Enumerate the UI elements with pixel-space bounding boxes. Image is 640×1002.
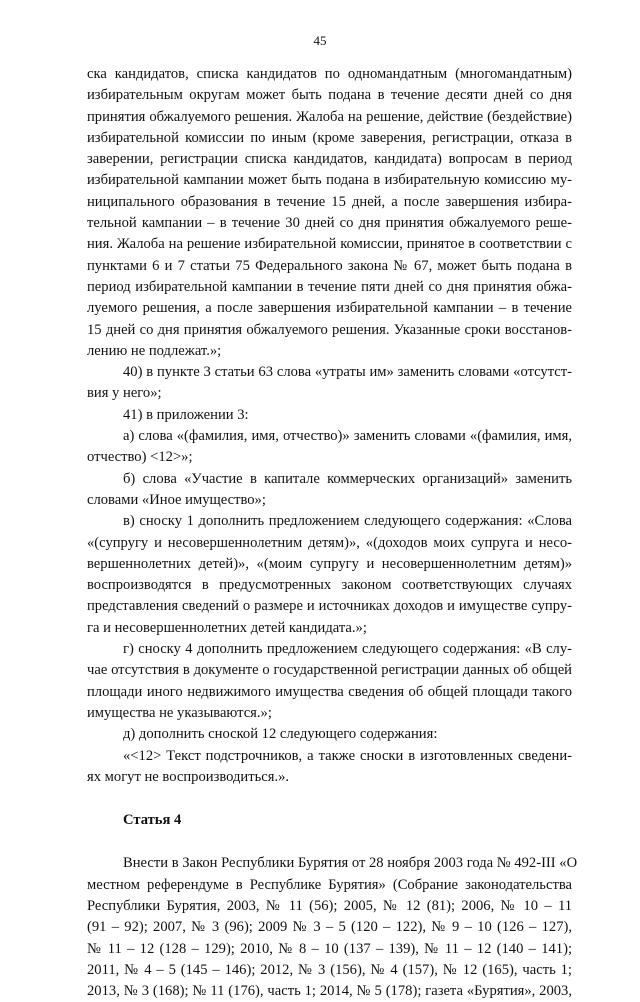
text-line: имущества не указываются.»; xyxy=(87,704,272,721)
text-line: ска кандидатов, списка кандидатов по одномандатным (многомандатным) xyxy=(87,66,572,82)
text-line: словами «Иное имущество»; xyxy=(87,491,266,508)
text-line: представления сведений о размере и источниках доходов и имуществе супру- xyxy=(87,598,572,615)
text-line: заверении, регистрации списка кандидатов, кандидата) вопросам в период xyxy=(87,151,572,168)
text-line: г) сноску 4 дополнить предложением следующего содержания: «В слу- xyxy=(123,641,572,658)
text-line: принятия обжалуемого решения. Жалоба на решение, действие (бездействие) xyxy=(87,108,572,125)
text-line: лению не подлежат.»; xyxy=(87,342,222,359)
text-line: «<12> Текст подстрочников, а также сноски в изготовленных сведени- xyxy=(123,747,572,764)
text-line: 2011, № 4 – 5 (145 – 146); 2012, № 3 (156), № 4 (157), № 12 (165), часть 1; xyxy=(87,961,572,978)
article-heading: Статья 4 xyxy=(123,812,182,829)
text-line: чае отсутствия в документе о государственной регистрации данных об общей xyxy=(87,662,572,679)
text-line: 15 дней со дня принятия обжалуемого решения. Указанные сроки восстанов- xyxy=(87,321,572,338)
text-line: д) дополнить сноской 12 следующего содержания: xyxy=(123,726,438,743)
text-line: избирательным округам может быть подана в течение десяти дней со дня xyxy=(87,87,572,104)
text-line: «(супругу и несовершеннолетним детям)», «(доходов моих супруга и несо- xyxy=(87,534,572,551)
text-line: № 11 – 12 (128 – 129); 2010, № 8 – 10 (137 – 139), № 11 – 12 (140 – 141); xyxy=(87,940,572,957)
amendments-text xyxy=(87,64,572,788)
text-line: вия у него»; xyxy=(87,385,162,402)
text-line: а) слова «(фамилия, имя, отчество)» заменить словами «(фамилия, имя, xyxy=(123,428,572,445)
text-line: га и несовершеннолетних детей кандидата.»; xyxy=(87,619,367,636)
text-line: 40) в пункте 3 статьи 63 слова «утраты им» заменить словами «отсутст- xyxy=(123,364,572,381)
text-line: Внести в Закон Республики Бурятия от 28 ноября 2003 года № 492-III «О xyxy=(123,855,578,872)
text-line: избирательной комиссии по иным (кроме заверения, регистрации, отказа в xyxy=(87,129,572,146)
text-line: вершеннолетних детей)», «(моим супругу и несовершеннолетним детям)» xyxy=(87,555,572,572)
text-line: избирательной кампании может быть подана в избирательную комиссию му- xyxy=(87,172,572,189)
document-body xyxy=(87,64,578,1002)
text-line: ниципального образования в течение 15 дней, а после завершения избира- xyxy=(87,193,572,210)
text-line: местном референдуме в Республике Бурятия» (Собрание законодательства xyxy=(87,876,572,893)
text-line: в) сноску 1 дополнить предложением следующего содержания: «Слова xyxy=(123,513,572,530)
article-4-text xyxy=(87,853,578,1002)
text-line: Республики Бурятия, 2003, № 11 (56); 2005, № 12 (81); 2006, № 10 – 11 xyxy=(87,897,572,914)
text-line: площади иного недвижимого имущества сведения об общей площади такого xyxy=(87,683,572,700)
text-line: тельной кампании – в течение 30 дней со дня принятия обжалуемого реше- xyxy=(87,215,572,232)
text-line: воспроизводятся в предусмотренных законом соответствующих случаях xyxy=(87,577,572,594)
text-line: 2013, № 3 (168); № 11 (176), часть 1; 2014, № 5 (178); газета «Бурятия», 2003, xyxy=(87,983,572,1000)
text-line: период избирательной кампании в течение пяти дней со дня принятия обжа- xyxy=(87,278,572,295)
text-line: ях могут не воспроизводиться.». xyxy=(87,768,290,785)
text-line: луемого решения, а после завершения избирательной кампании – в течение xyxy=(87,300,572,317)
text-line: ния. Жалоба на решение избирательной комиссии, принятое в соответствии с xyxy=(87,236,572,253)
text-line: (91 – 92); 2007, № 3 (96); 2009 № 3 – 5 (120 – 122), № 9 – 10 (126 – 127), xyxy=(87,919,572,936)
text-line: 41) в приложении 3: xyxy=(123,406,249,423)
text-line: отчество) <12>»; xyxy=(87,449,193,466)
text-line: пунктами 6 и 7 статьи 75 Федерального закона № 67, может быть подана в xyxy=(87,257,572,274)
text-line: б) слова «Участие в капитале коммерческих организаций» заменить xyxy=(123,470,572,487)
page-number: 45 xyxy=(313,33,327,48)
